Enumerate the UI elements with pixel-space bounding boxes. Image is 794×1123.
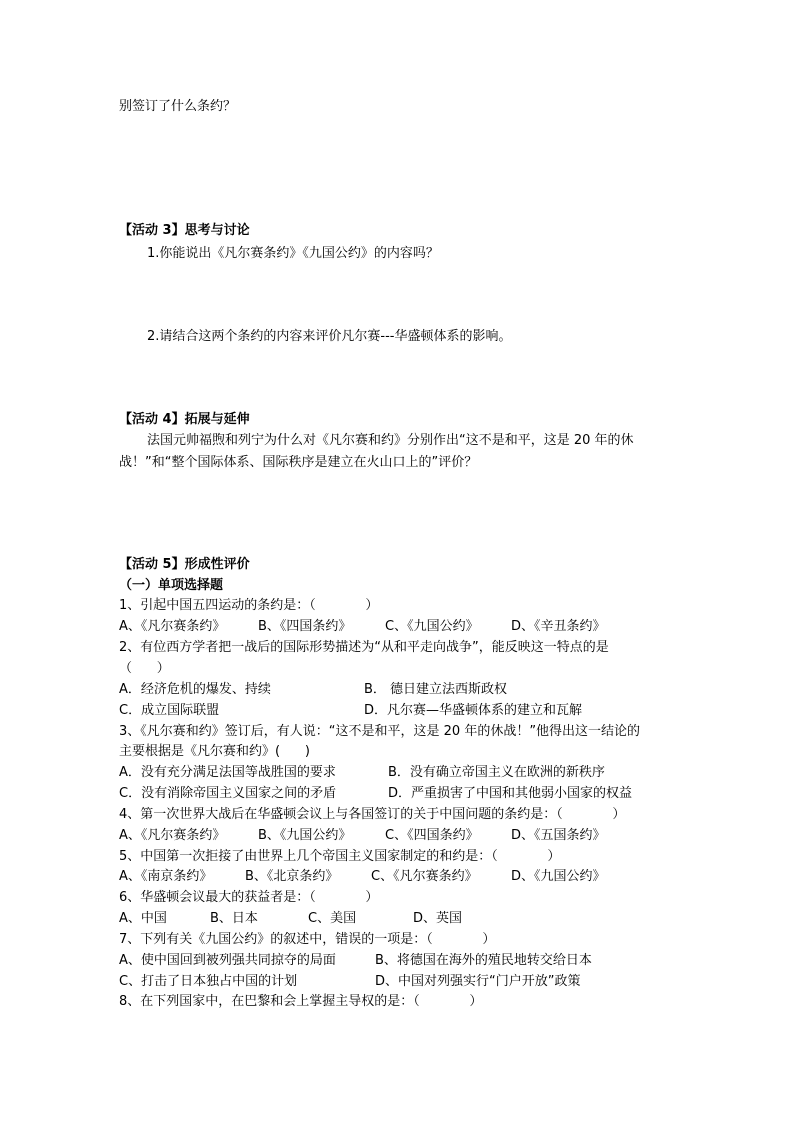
q3-stem-line-1: 3、《凡尔赛和约》签订后，有人说：“这不是和平，这是 20 年的休战！”他得出这一结论的 [119, 724, 641, 739]
q1-option-b: B、《四国条约》 [258, 619, 352, 634]
q1-option-c: C、《九国公约》 [385, 619, 479, 634]
q2-option-b: B． 德日建立法西斯政权 [364, 682, 508, 697]
activity4-heading: 【活动 4】拓展与延伸 [119, 412, 250, 427]
q2-stem-line-1: 2、有位西方学者把一战后的国际形势描述为“从和平走向战争”，能反映这一特点的是 [119, 640, 609, 655]
q5-option-c: C、《凡尔赛条约》 [371, 869, 478, 884]
q6-option-a: A、中国 [119, 911, 167, 926]
q1-option-d: D、《辛丑条约》 [511, 619, 606, 634]
q4-stem: 4、第一次世界大战后在华盛顿会议上与各国签订的关于中国问题的条约是：（ ） [119, 807, 626, 822]
q1-stem: 1、引起中国五四运动的条约是：（ ） [119, 598, 379, 613]
q7-option-d: D、中国对列强实行“门户开放”政策 [375, 974, 581, 989]
q5-option-b: B、《北京条约》 [245, 869, 339, 884]
q2-option-c: C．成立国际联盟 [119, 703, 220, 718]
activity4-line-2: 战！”和“整个国际体系、国际秩序是建立在火山口上的”评价？ [119, 455, 478, 470]
q6-option-d: D、英国 [413, 911, 463, 926]
q1-option-a: A、《凡尔赛条约》 [119, 619, 226, 634]
activity3-question-2: 2.请结合这两个条约的内容来评价凡尔赛---华盛顿体系的影响。 [147, 329, 512, 344]
q2-stem-line-2: （ ） [119, 661, 170, 676]
q4-option-b: B、《九国公约》 [258, 828, 352, 843]
q6-stem: 6、华盛顿会议最大的获益者是：（ ） [119, 890, 379, 905]
q7-option-a: A、使中国回到被列强共同掠夺的局面 [119, 953, 336, 968]
q7-option-b: B、将德国在海外的殖民地转交给日本 [375, 953, 592, 968]
q6-option-c: C、美国 [308, 911, 357, 926]
q3-option-d: D．严重损害了中国和其他弱小国家的权益 [388, 786, 633, 801]
q2-option-a: A．经济危机的爆发、持续 [119, 682, 271, 697]
q3-option-c: C．没有消除帝国主义国家之间的矛盾 [119, 786, 337, 801]
activity3-heading: 【活动 3】思考与讨论 [119, 223, 250, 238]
activity4-line-1: 法国元帅福煦和列宁为什么对《凡尔赛和约》分别作出“这不是和平，这是 20 年的休 [147, 433, 634, 448]
section-title: （一）单项选择题 [119, 578, 224, 593]
q7-option-c: C、打击了日本独占中国的计划 [119, 974, 298, 989]
q4-option-c: C、《四国条约》 [385, 828, 479, 843]
activity5-heading: 【活动 5】形成性评价 [119, 557, 250, 572]
activity3-question-1: 1.你能说出《凡尔赛条约》《九国公约》的内容吗？ [147, 246, 439, 261]
q4-option-a: A、《凡尔赛条约》 [119, 828, 226, 843]
q4-option-d: D、《五国条约》 [511, 828, 606, 843]
intro-line: 别签订了什么条约？ [119, 99, 237, 114]
q6-option-b: B、日本 [210, 911, 258, 926]
q3-option-a: A．没有充分满足法国等战胜国的要求 [119, 765, 336, 780]
q7-stem: 7、下列有关《九国公约》的叙述中，错误的一项是：（ ） [119, 932, 496, 947]
q3-option-b: B．没有确立帝国主义在欧洲的新秩序 [388, 765, 605, 780]
q5-stem: 5、中国第一次拒接了由世界上几个帝国主义国家制定的和约是：（ ） [119, 849, 561, 864]
q3-stem-line-2: 主要根据是《凡尔赛和约》( ) [119, 744, 310, 759]
q5-option-a: A、《南京条约》 [119, 869, 213, 884]
q2-option-d: D．凡尔赛—华盛顿体系的建立和瓦解 [364, 703, 583, 718]
q8-stem: 8、在下列国家中，在巴黎和会上掌握主导权的是：（ ） [119, 994, 483, 1009]
q5-option-d: D、《九国公约》 [511, 869, 606, 884]
